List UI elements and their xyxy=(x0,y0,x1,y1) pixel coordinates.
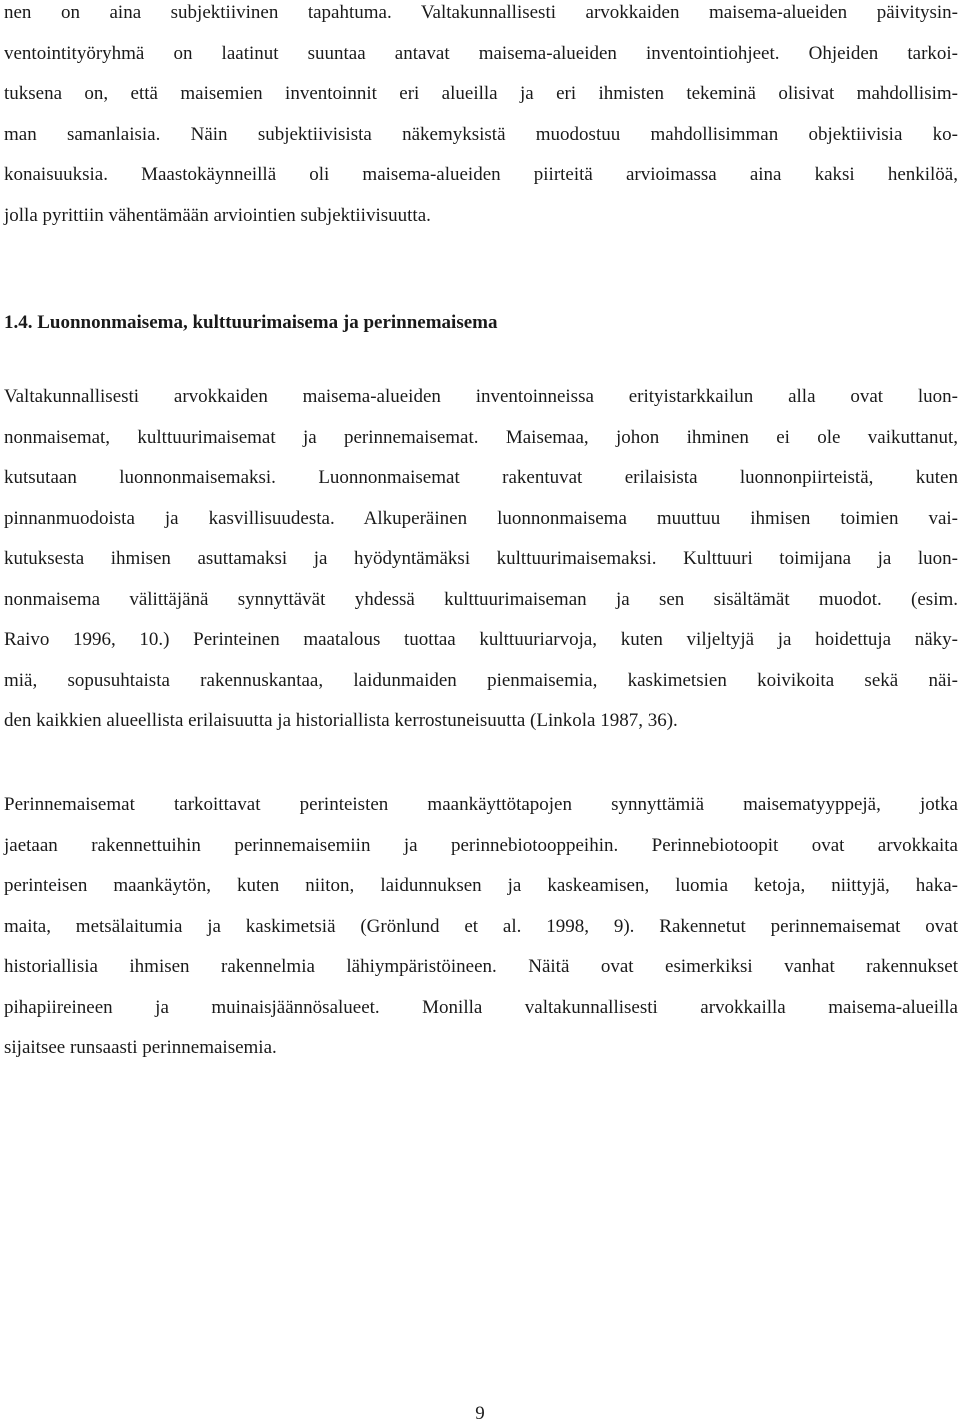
text-line: nonmaisemat, kulttuurimaisemat ja perinnemaisemat. Maisemaa, johon ihminen ei ole vaikuttanut, xyxy=(4,426,958,448)
text-line: tuksena on, että maisemien inventoinnit eri alueilla ja eri ihmisten tekeminä olisivat mahdollisim- xyxy=(4,83,958,104)
paragraph-intro xyxy=(4,0,958,236)
text-line: maita, metsälaitumia ja kaskimetsiä (Grönlund et al. 1998, 9). Rakennetut perinnemaisemat ovat xyxy=(4,915,958,937)
text-line: Valtakunnallisesti arvokkaiden maisema-alueiden inventoinneissa erityistarkkailun alla ovat luon- xyxy=(4,386,958,407)
page-number: 9 xyxy=(475,1403,485,1424)
text-line: miä, sopusuhtaista rakennuskantaa, laidunmaiden pienmaisemia, kaskimetsien koivikoita sekä näi- xyxy=(4,669,958,691)
paragraph-landscape-types xyxy=(4,377,958,742)
paragraph-traditional-landscapes xyxy=(4,785,958,1069)
text-line: nonmaisema välittäjänä synnyttävät yhdessä kulttuurimaiseman ja sen sisältämät muodot. (esim. xyxy=(4,588,958,610)
text-line: kutuksesta ihmisen asuttamaksi ja hyödyntämäksi kulttuurimaisemaksi. Kulttuuri toimijana ja luon- xyxy=(4,548,958,569)
text-line: perinteisen maankäytön, kuten niiton, laidunnuksen ja kaskeamisen, luomia ketoja, niittyjä, haka- xyxy=(4,875,958,896)
text-line: konaisuuksia. Maastokäynneillä oli maisema-alueiden piirteitä arvioimassa aina kaksi henkilöä, xyxy=(4,164,958,185)
text-line: kutsutaan luonnonmaisemaksi. Luonnonmaisemat rakentuvat erilaisista luonnonpiirteistä, kuten xyxy=(4,467,958,488)
text-line: Raivo 1996, 10.) Perinteinen maatalous tuottaa kulttuuriarvoja, kuten viljeltyjä ja hoidettuja näky- xyxy=(4,629,958,650)
text-line: man samanlaisia. Näin subjektiivisista näkemyksistä muodostuu mahdollisimman objektiivisia ko- xyxy=(4,123,958,145)
text-line: jolla pyrittiin vähentämään arviointien subjektiivisuutta. xyxy=(4,204,431,226)
section-heading: 1.4. Luonnonmaisema, kulttuurimaisema ja perinnemaisema xyxy=(4,312,498,333)
text-line: sijaitsee runsaasti perinnemaisemia. xyxy=(4,1037,277,1058)
text-line: nen on aina subjektiivinen tapahtuma. Valtakunnallisesti arvokkaiden maisema-alueiden päivitysin- xyxy=(4,2,958,23)
text-line: historiallisia ihmisen rakennelmia lähiympäristöineen. Näitä ovat esimerkiksi vanhat rakennukset xyxy=(4,956,958,977)
text-line: pinnanmuodoista ja kasvillisuudesta. Alkuperäinen luonnonmaisema muuttuu ihmisen toimien vai- xyxy=(4,507,958,529)
text-line: ventointityöryhmä on laatinut suuntaa antavat maisema-alueiden inventointiohjeet. Ohjeiden tarkoi- xyxy=(4,42,958,64)
text-line: den kaikkien alueellista erilaisuutta ja historiallista kerrostuneisuutta (Linkola 1987, 36). xyxy=(4,710,678,731)
text-line: jaetaan rakennettuihin perinnemaisemiin ja perinnebiotooppeihin. Perinnebiotoopit ovat arvokkaita xyxy=(4,834,958,856)
text-line: pihapiireineen ja muinaisjäännösalueet. Monilla valtakunnallisesti arvokkailla maisema-alueilla xyxy=(4,996,958,1018)
text-line: Perinnemaisemat tarkoittavat perinteisten maankäyttötapojen synnyttämiä maisematyyppejä, jotka xyxy=(4,794,958,815)
